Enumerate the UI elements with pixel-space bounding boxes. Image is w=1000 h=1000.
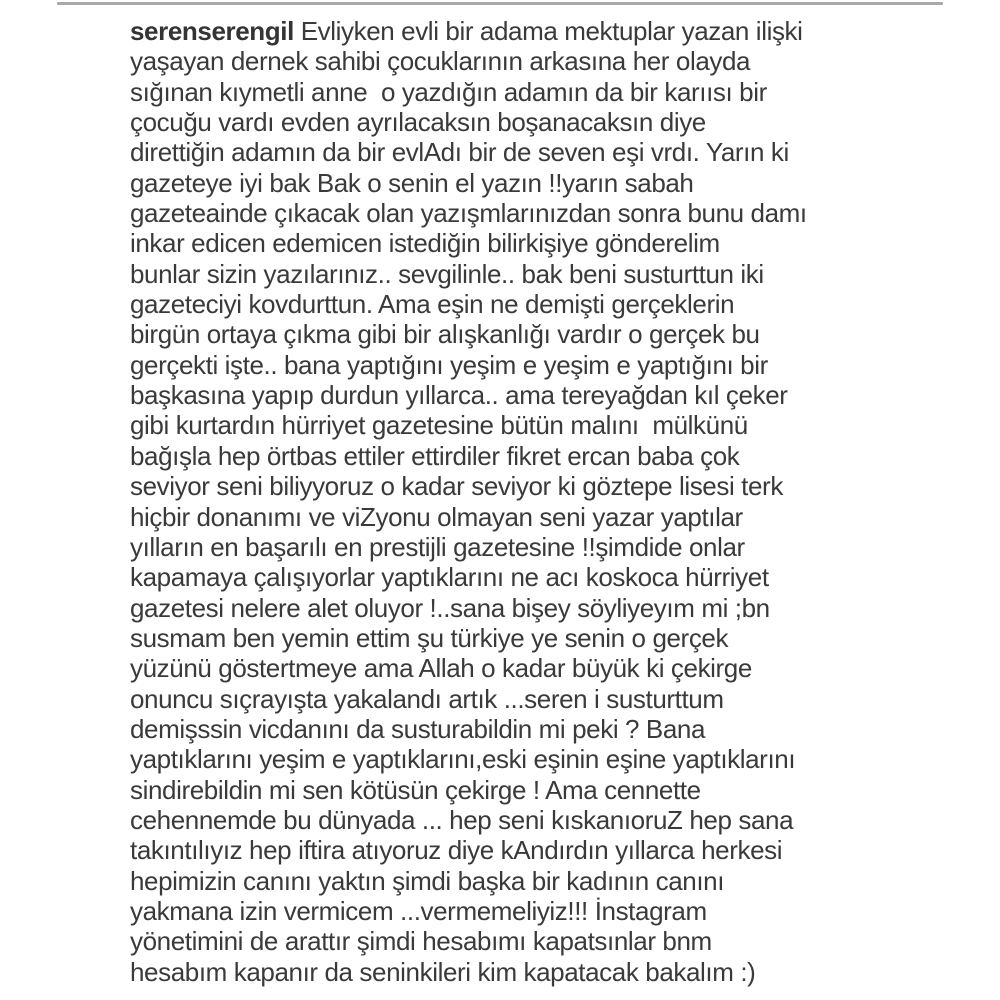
caption-line: gerçekti işte.. bana yaptığını yeşim e yeşim e yaptığını bir (130, 349, 768, 380)
caption-line: susmam ben yemin ettim şu türkiye ye senin o gerçek (130, 622, 729, 653)
username-link[interactable]: serenserengil (130, 16, 294, 46)
caption-line: kapamaya çalışıyorlar yaptıklarını ne acı koskoca hürriyet (130, 562, 769, 593)
caption-line: hesabım kapanır da seninkileri kim kapatacak bakalım :) (130, 956, 756, 987)
caption-line: hepimizin canını yaktın şimdi başka bir kadının canını (130, 865, 725, 896)
caption-line: bunlar sizin yazılarınız.. sevgilinle.. bak beni susturttun iki (130, 258, 764, 289)
caption-line: cehennemde bu dünyada ... hep seni kıskanıoruZ hep sana (130, 804, 794, 835)
caption-line: sığınan kıymetli anne o yazdığın adamın da bir karıısı bir (130, 76, 767, 107)
caption-line: direttiğin adamın da bir evlAdı bir de seven eşi vrdı. Yarın ki (130, 137, 789, 168)
caption-line: onuncu sıçrayışta yakalandı artık ...seren i susturttum (130, 683, 724, 714)
caption-line (130, 16, 992, 46)
caption-line: yaşayan dernek sahibi çocuklarının arkasına her olayda (130, 46, 751, 77)
caption-line: gazeteye iyi bak Bak o senin el yazın !!yarın sabah (130, 167, 694, 198)
caption-line: demişssin vicdanını da susturabildin mi peki ? Bana (130, 713, 706, 744)
caption-line: gibi kurtardın hürriyet gazetesine bütün malını mülkünü (130, 410, 748, 441)
caption-line: inkar edicen edemicen istediğin bilirkişiye gönderelim (130, 228, 720, 259)
caption-line: seviyor seni biliyyoruz o kadar seviyor ki göztepe lisesi terk (130, 471, 783, 502)
caption-line: sindirebildin mi sen kötüsün çekirge ! Ama cennette (130, 774, 701, 805)
caption-line: hiçbir donanımı ve viZyonu olmayan seni yazar yaptılar (130, 501, 743, 532)
top-divider (57, 2, 943, 5)
caption-line: birgün ortaya çıkma gibi bir alışkanlığı vardır o gerçek bu (130, 319, 760, 350)
caption-line: gazeteainde çıkacak olan yazışmlarınızdan sonra bunu damı (130, 198, 807, 229)
caption-line: gazeteciyi kovdurttun. Ama eşin ne demişti gerçeklerin (130, 289, 735, 320)
caption-line: gazetesi nelere alet oluyor !..sana bişey söyliyeyım mi ;bn (130, 592, 770, 623)
caption-line: bağışla hep örtbas ettiler ettirdiler fikret ercan baba çok (130, 440, 740, 471)
caption-line: başkasına yapıp durdun yıllarca.. ama tereyağdan kıl çeker (130, 380, 788, 411)
caption-line: yüzünü göstertmeye ama Allah o kadar büyük ki çekirge (130, 653, 752, 684)
caption-line: yılların en başarılı en prestijli gazetesine !!şimdide onlar (130, 531, 745, 562)
caption-line: çocuğu vardı evden ayrılacaksın boşanacaksın diye (130, 107, 706, 138)
caption-line: yaptıklarını yeşim e yaptıklarını,eski eşinin eşine yaptıklarını (130, 744, 796, 775)
caption-line: yönetimini de arattır şimdi hesabımı kapatsınlar bnm (130, 926, 712, 957)
caption-line-text: Evliyken evli bir adama mektuplar yazan ilişki (293, 16, 803, 46)
caption-line: yakmana izin vermicem ...vermemeliyiz!!! İnstagram (130, 895, 707, 926)
post-caption (130, 16, 992, 987)
caption-line: takıntılıyız hep iftira atıyoruz diye kAndırdın yıllarca herkesi (130, 835, 783, 866)
